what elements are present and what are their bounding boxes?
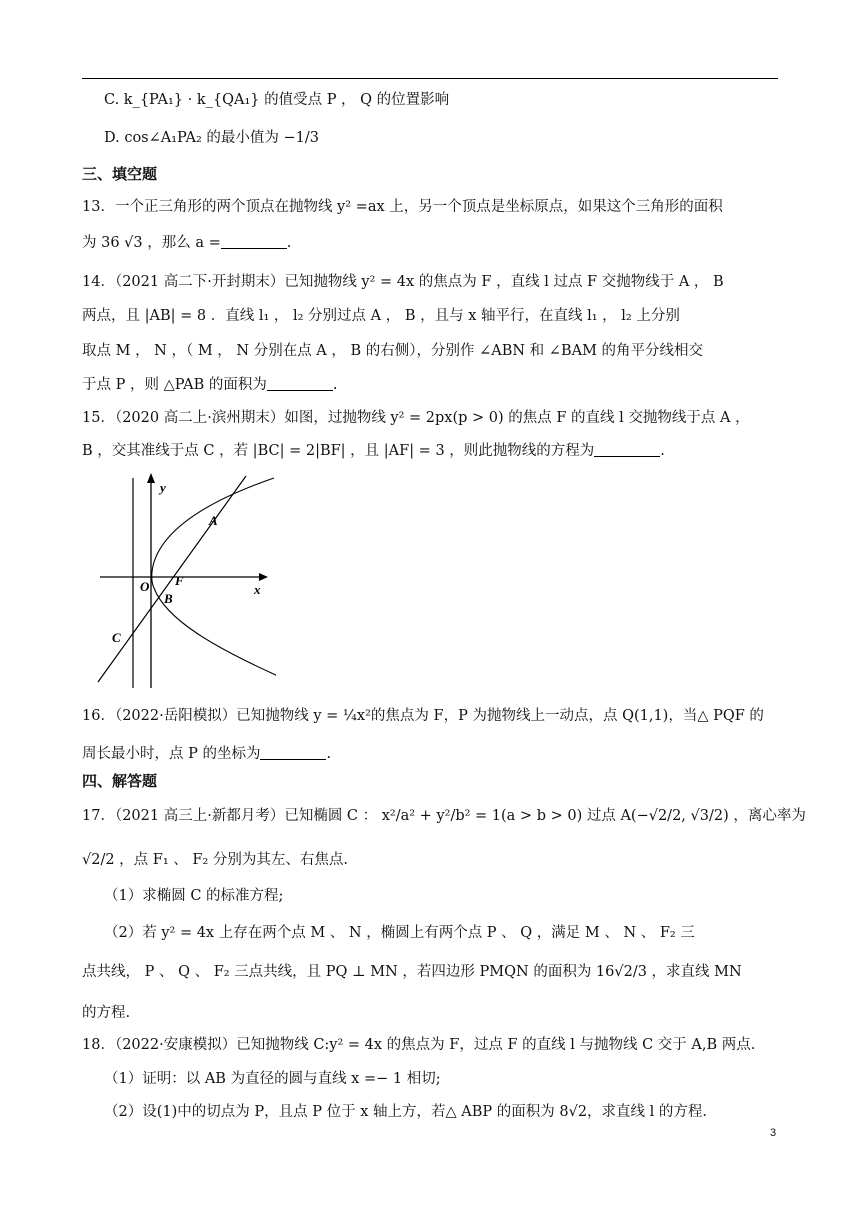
q17-line1: 17．（2021 高三上·新都月考）已知椭圆 C ： x²/a² + y²/b² = 1(a > b > 0) 过点 A(−√2/2, √3/2) ，离心率为 [82,808,806,824]
section-fill-in: 三、填空题 [82,165,158,183]
q18-part1: （1）证明：以 AB 为直径的圆与直线 x =− 1 相切; [104,1071,441,1087]
q17-line2: √2/2 ，点 F₁ 、 F₂ 分别为其左、右焦点. [82,852,348,868]
q16-line2: 周长最小时，点 P 的坐标为 . [82,746,332,762]
option-d: D. cos∠A₁PA₂ 的最小值为 −1/3 [104,130,319,146]
q15-line1: 15．（2020 高二上·滨州期末）如图，过抛物线 y² = 2px(p > 0) 的焦点 F 的直线 l 交抛物线于点 A ， [82,410,750,426]
answer-blank [594,442,660,457]
q17-part2-line3: 的方程. [82,1005,131,1021]
q14-line3: 取点 M ， N ，（ M ， N 分别在点 A ， B 的右侧），分别作 ∠ABN 和 ∠BAM 的角平分线相交 [82,343,704,359]
header-rule [82,78,778,79]
q13-line2: 为 36 √3 ，那么 a = . [82,235,292,251]
q14-line4: 于点 P ，则 △PAB 的面积为 . [82,377,338,393]
answer-blank [267,376,333,391]
figure-label-f: F [175,573,184,588]
parabola-figure [96,470,276,692]
section-solutions: 四、解答题 [82,772,158,790]
figure-label-y: y [160,480,166,495]
q17-part2-line1: （2）若 y² = 4x 上存在两个点 M 、 N ，椭圆上有两个点 P 、 Q ，满足 M 、 N 、 F₂ 三 [104,925,695,941]
q17-part2-line2: 点共线， P 、 Q 、 F₂ 三点共线，且 PQ ⊥ MN ，若四边形 PMQN 的面积为 16√2/3 ，求直线 MN [82,964,742,980]
q14-line1: 14．（2021 高二下·开封期末）已知抛物线 y² = 4x 的焦点为 F ，直线 l 过点 F 交抛物线于 A ， B [82,274,724,290]
answer-blank [260,745,326,760]
answer-blank [221,234,287,249]
q13-line1: 13．一个正三角形的两个顶点在抛物线 y² =ax 上，另一个顶点是坐标原点，如果这个三角形的面积 [82,199,723,215]
q14-line2: 两点，且 |AB| = 8 ．直线 l₁ ， l₂ 分别过点 A ， B ，且与 x 轴平行，在直线 l₁ ， l₂ 上分别 [82,308,680,324]
q18-line1: 18．（2022·安康模拟）已知抛物线 C:y² = 4x 的焦点为 F，过点 F 的直线 l 与抛物线 C 交于 A,B 两点. [82,1037,756,1053]
figure-label-x: x [254,582,261,597]
figure-label-a: A [209,513,218,528]
q17-part1: （1）求椭圆 C 的标准方程; [104,888,284,904]
q15-line2: B ，交其准线于点 C ，若 |BC| = 2|BF| ，且 |AF| = 3 ，则此抛物线的方程为 . [82,443,665,459]
figure-label-o: O [140,579,150,594]
figure-label-b: B [164,591,173,606]
q16-line1: 16．（2022·岳阳模拟）已知抛物线 y = ¼x²的焦点为 F，P 为抛物线上一动点，点 Q(1,1)，当△ PQF 的 [82,708,764,724]
q18-part2: （2）设(1)中的切点为 P，且点 P 位于 x 轴上方，若△ ABP 的面积为 8√2，求直线 l 的方程. [104,1104,708,1120]
figure-label-c: C [112,630,121,645]
option-c: C. k_{PA₁} · k_{QA₁} 的值受点 P ， Q 的位置影响 [104,92,450,108]
page-number: 3 [770,1127,777,1139]
